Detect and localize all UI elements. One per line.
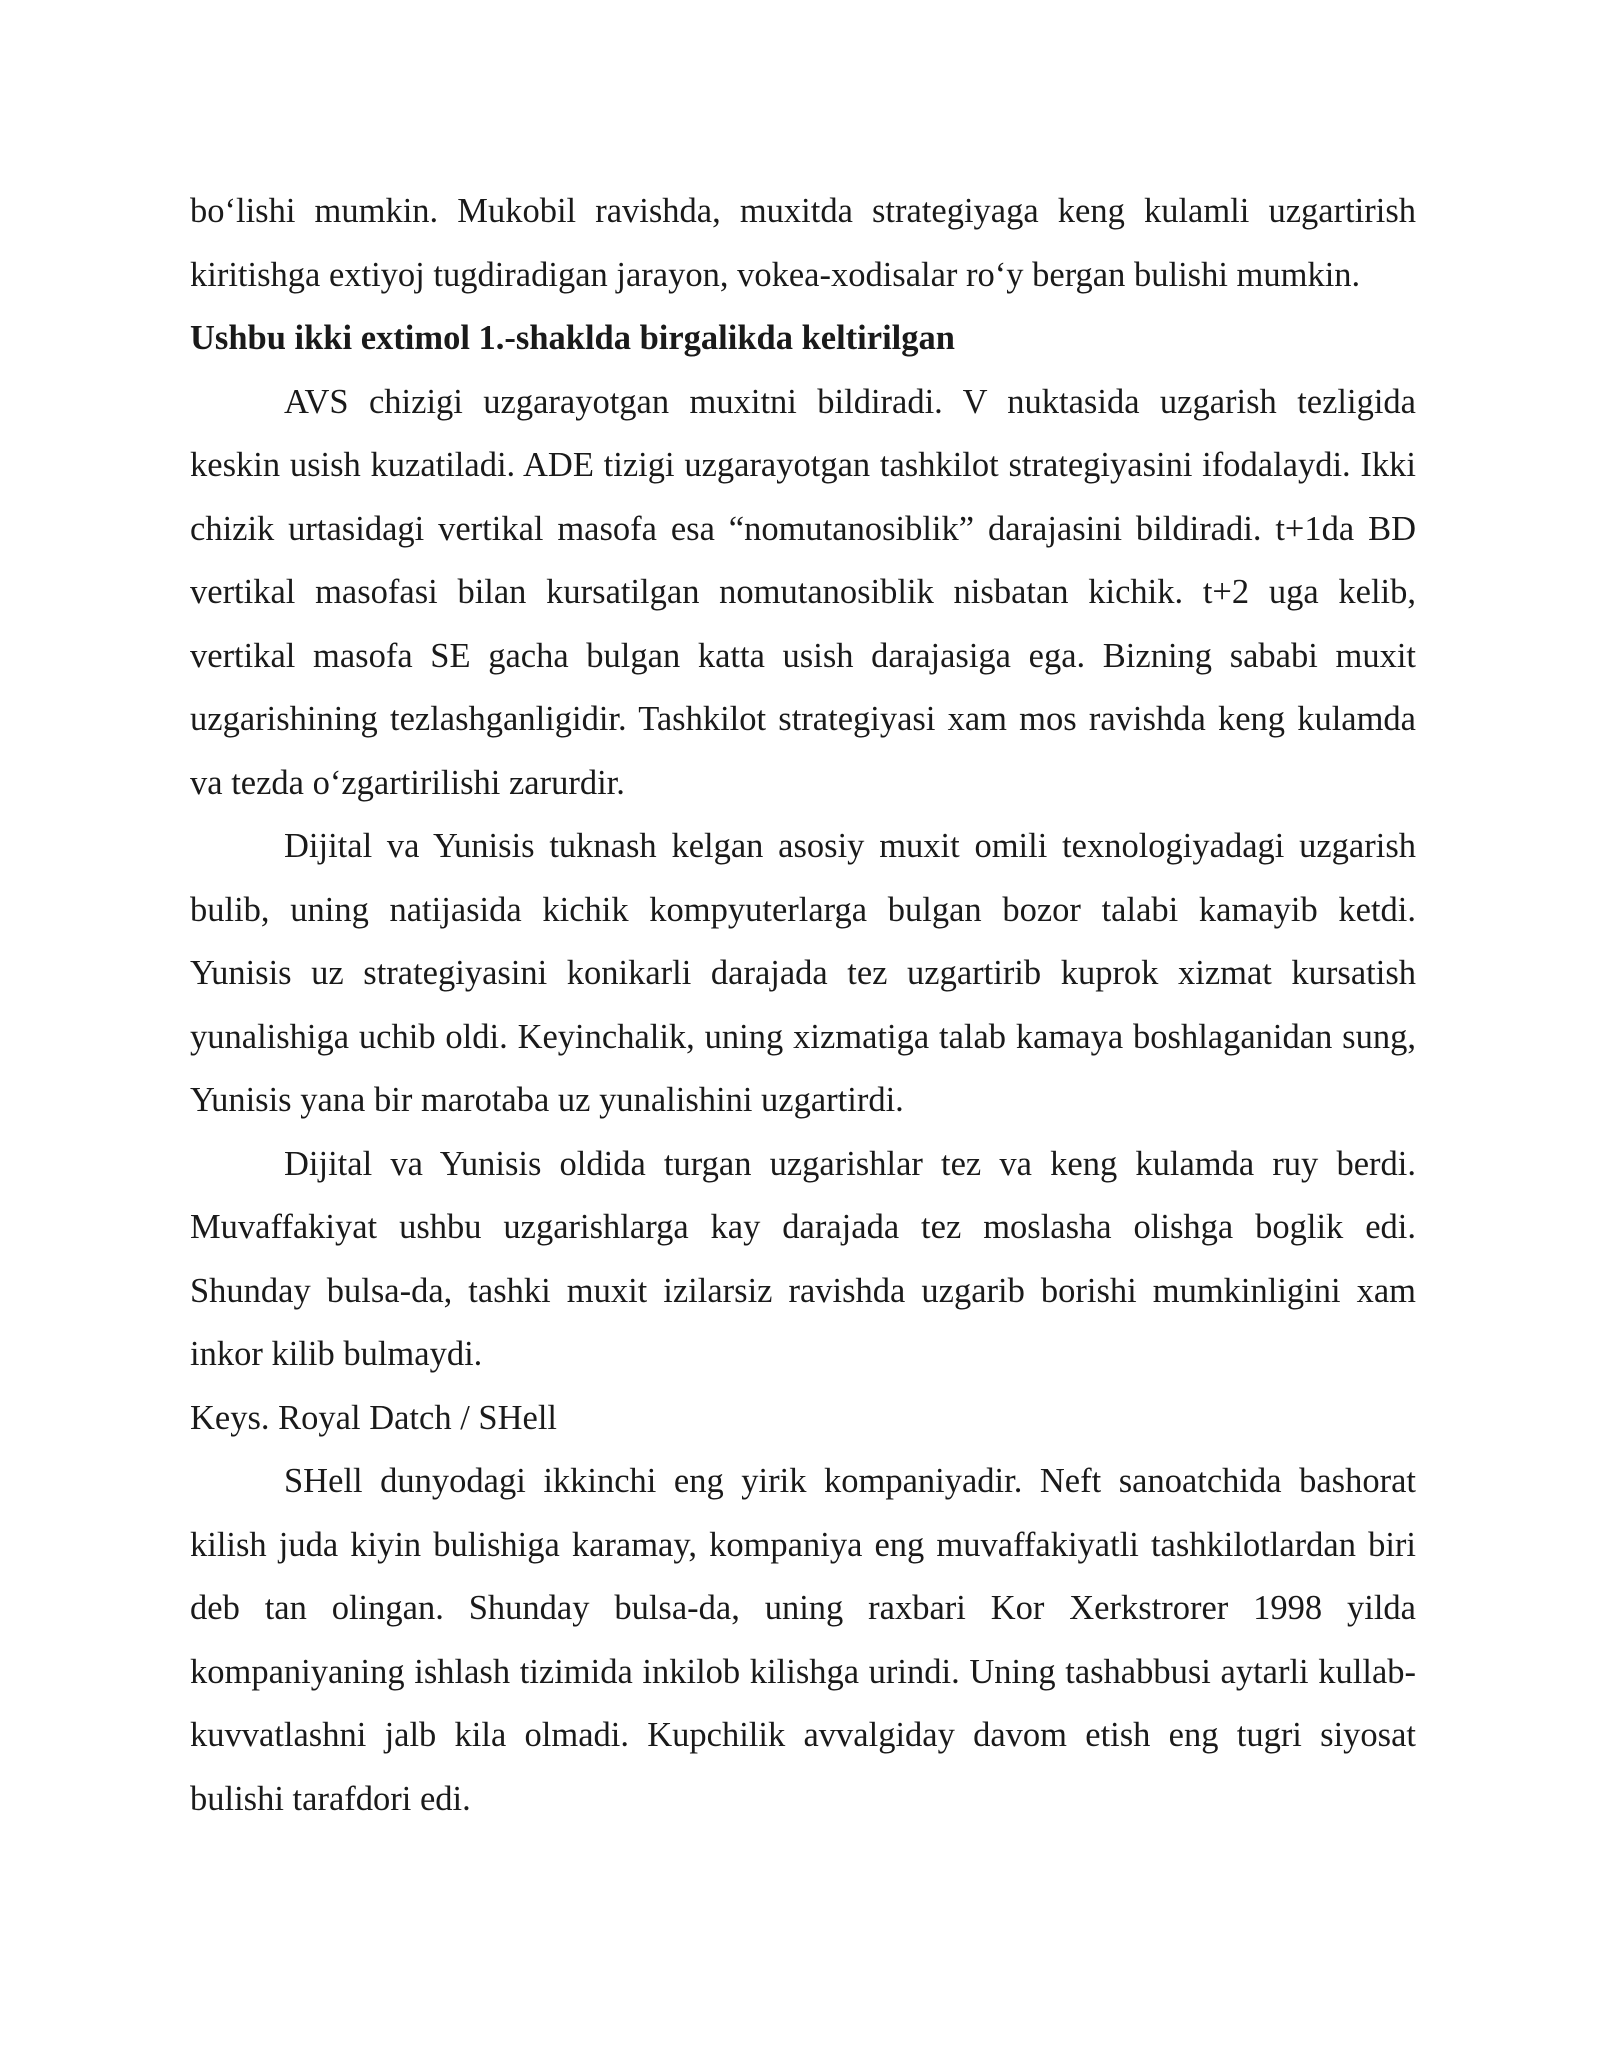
paragraph-shell: SHell dunyodagi ikkinchi eng yirik kompaniyadir. Neft sanoatchida bashorat kilish juda kiyin bulishiga karamay, kompaniya eng muvaffakiyatli tashkilotlardan biri deb tan olingan. Shunday bulsa-da, uning raxbari Kor Xerkstrorer 1998 yilda kompaniyaning ishlash tizimida inkilob kilishga urindi. Uning tashabbusi aytarli kullab-kuvvatlashni jalb kila olmadi. Kupchilik avvalgiday davom etish eng tugri siyosat bulishi tarafdori edi. <box>190 1462 1416 1818</box>
paragraph-continuation: boʻlishi mumkin. Mukobil ravishda, muxitda strategiyaga keng kulamli uzgartirish kiritishga extiyoj tugdiradigan jarayon, vokea-xodisalar roʻy bergan bulishi mumkin. <box>190 192 1416 294</box>
paragraph-dijital-yunisis: Dijital va Yunisis tuknash kelgan asosiy muxit omili texnologiyadagi uzgarish bulib, uning natijasida kichik kompyuterlarga bulgan bozor talabi kamayib ketdi. Yunisis uz strategiyasini konikarli darajada tez uzgartirib kuprok xizmat kursatish yunalishiga uchib oldi. Keyinchalik, uning xizmatiga talab kamaya boshlaganidan sung, Yunisis yana bir marotaba uz yunalishini uzgartirdi. <box>190 827 1416 1119</box>
paragraph-avs-line: AVS chizigi uzgarayotgan muxitni bildiradi. V nuktasida uzgarish tezligida keskin usish kuzatiladi. ADE tizigi uzgarayotgan tashkilot strategiyasini ifodalaydi. Ikki chizik urtasidagi vertikal masofa esa “nomutanosiblik” darajasini bildiradi. t+1da BD vertikal masofasi bilan kursatilgan nomutanosiblik nisbatan kichik. t+2 uga kelib, vertikal masofa SE gacha bulgan katta usish darajasiga ega. Bizning sababi muxit uzgarishining tezlashganligidir. Tashkilot strategiyasi xam mos ravishda keng kulamda va tezda oʻzgartirilishi zarurdir. <box>190 382 1416 802</box>
section-heading: Ushbu ikki extimol 1.-shaklda birgalikda keltirilgan <box>190 319 955 357</box>
document-body <box>190 180 1416 1831</box>
paragraph-changes: Dijital va Yunisis oldida turgan uzgarishlar tez va keng kulamda ruy berdi. Muvaffakiyat ushbu uzgarishlarga kay darajada tez moslasha olishga boglik edi. Shunday bulsa-da, tashki muxit izilarsiz ravishda uzgarib borishi mumkinligini xam inkor kilib bulmaydi. <box>190 1144 1416 1373</box>
case-heading: Keys. Royal Datch / SHell <box>190 1398 557 1437</box>
